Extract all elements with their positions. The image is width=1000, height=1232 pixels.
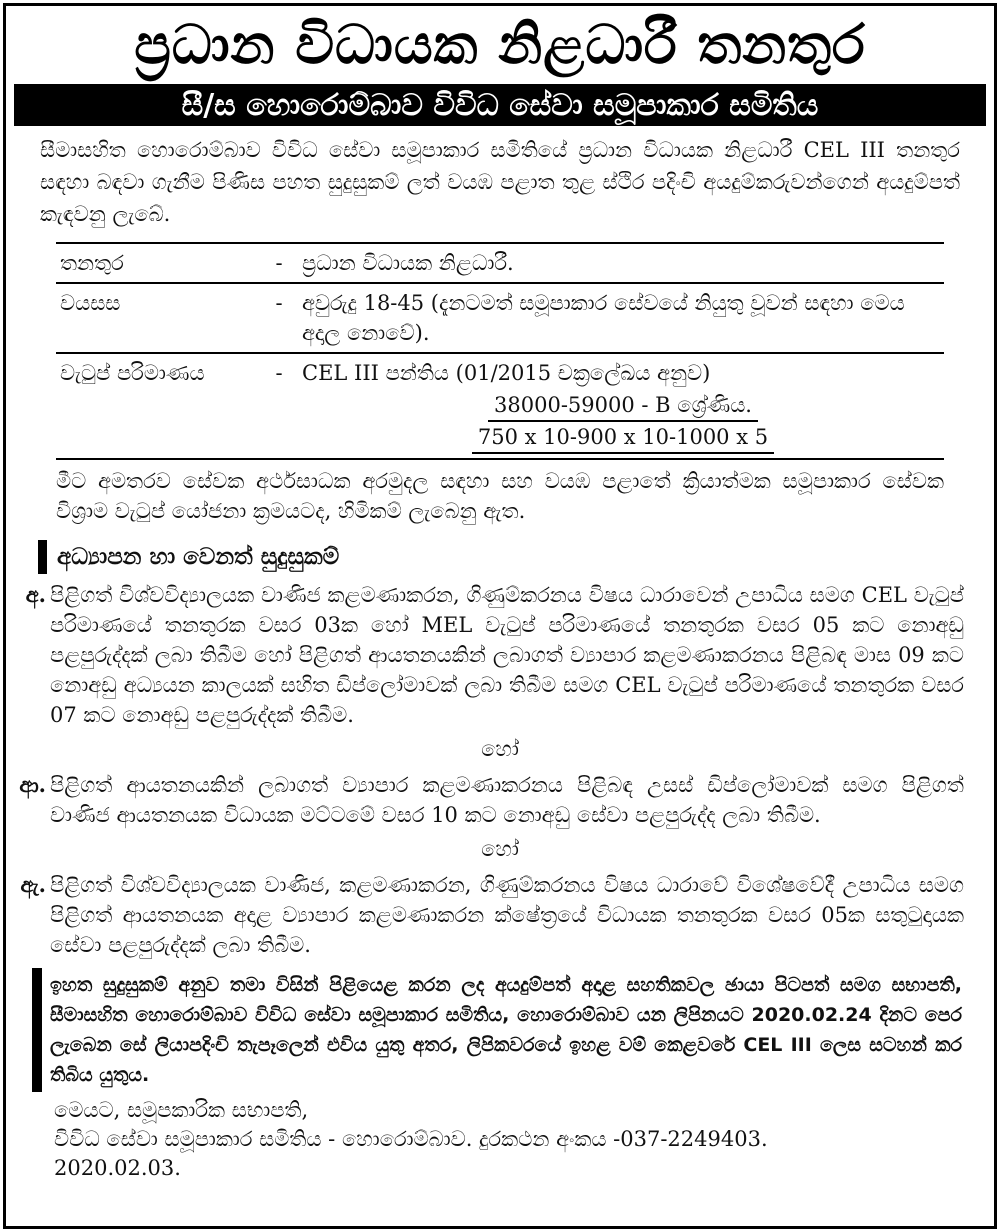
or-separator: හෝ (481, 737, 519, 761)
qualification-item (12, 770, 964, 830)
signature-date: 2020.02.03. (54, 1156, 181, 1180)
qualification-text: පිළිගත් විශ්වවිද්‍යාලයක වාණිජ කළමණාකරන, ගිණුම්කරනය විෂය ධාරාවෙන් උපාධිය සමග CEL වැටුප් පරිමාණයේ තනතුරක වසර 03ක හෝ MEL වැටුප් පරිමාණයේ තනතුරක වසර 05 කට නොඅඩු පළපුරුද්දක් ලබා තිබීම හෝ පිළිගත් ආයතනයකින් ලබාගත් ව්‍යාපාර කළමණාකරනය පිළිබඳ මාස 09 කට නොඅඩු අධ්‍යයන කාලයක් සහිත ඩිප්ලෝමාවක් ලබා තිබීම සමග CEL වැටුප් පරිමාණයේ තනතුරක වසර 07 කට නොඅඩු පළපුරුද්දක් තිබීම. (50, 583, 964, 727)
heading-bar (38, 540, 47, 574)
qualification-item (12, 580, 964, 730)
or-separator: හෝ (481, 837, 519, 861)
spec-label-salary: වැටුප් පරිමාණය (60, 361, 205, 385)
spec-value-post: ප්‍රධාන විධායක නිළධාරී. (302, 251, 514, 275)
qualification-marker: ආ. (19, 772, 46, 797)
spec-dash: - (275, 291, 283, 315)
spec-value-age: අවුරුදු 18-45 (දැනටමත් සමූපාකාර සේවයේ නියුතු වූවන් සඳහා මෙය අදාල නොවේ). (302, 291, 905, 345)
application-instructions: ඉහත සුදුසුකම් අනුව තමා විසින් පිළියෙළ කරන ලද අයදුම්පත් අදාළ සහතිකවල ඡායා පිටපත් සමග සභාපති, සීමාසහිත හොරොම්බාව විවිධ සේවා සමූපාකාර සමිතිය, හොරොම්බාව යන ලිපිනයට 2020.02.24 දිනට පෙර ලැබෙන සේ ලියාපදිංචි තැපෑලෙන් එවිය යුතු අතර, ලිපිකවරයේ ඉහළ වම් කෙළවරේ CEL III ලෙස සටහන් කර තිබිය යුතුය. (32, 968, 968, 1092)
spec-label-post: තනතුර (60, 251, 124, 275)
spec-dash: - (275, 361, 283, 385)
qualifications-heading-text: අධ්‍යාපන හා වෙනත් සුදුසුකම් (57, 544, 340, 570)
spec-value-salary (302, 358, 944, 454)
qualification-marker: ඇ. (20, 872, 46, 897)
qualification-item (12, 870, 964, 960)
advertisement-frame (3, 3, 997, 1229)
position-spec-table (56, 242, 944, 460)
qualification-marker: අ. (25, 582, 46, 607)
benefits-note: මීට අමතරව සේවක අර්ථසාධක අරමුදල සඳහා සහ වයඹ පළාතේ ක්‍රියාත්මක සමූපාකාර සේවක විශ්‍රාම වැටුප් යෝජනා ක්‍රමයටද, හිමිකම් ලැබෙනු ඇත. (56, 469, 944, 523)
qualification-text: පිළිගත් ආයතනයකින් ලබාගත් ව්‍යාපාර කළමණාකරනය පිළිබඳ උසස් ඩිප්ලෝමාවක් සමග පිළිගත් වාණිජ ආයතනයක විධායක මට්ටමේ වසර 10 කට නොඅඩු සේවා පළපුරුද්ද ලබා තිබීම. (50, 773, 964, 827)
advert-subtitle-banner: සී/ස හොරොම්බාව විවිධ සේවා සමූපාකාර සමිතිය (14, 84, 986, 126)
advert-title: ප්‍රධාන විධායක නිළධාරී තනතුර (134, 13, 866, 76)
spec-label-age: වයසස (60, 291, 121, 315)
salary-scale-text: CEL III පන්තිය (01/2015 චක්‍රලේඛය අනුව) (302, 361, 711, 385)
salary-range-block (302, 390, 944, 454)
spec-row-post (56, 244, 944, 284)
qualification-text: පිළිගත් විශ්වවිද්‍යාලයක වාණිජ, කළමණාකරන, ගිණුම්කරනය විෂය ධාරාවේ විශේෂවේදී උපාධිය සමග පිළිගත් ආයතනයක අදාළ ව්‍යාපාර කළමණාකරන ක්ෂේත්‍රයේ විධායක තනතුරක වසර 05ක සතුටුදායක සේවා පළපුරුද්දක් ලබා තිබීම. (50, 873, 964, 957)
intro-paragraph: සීමාසහිත හොරොම්බාව විවිධ සේවා සමූපාකාර සමිතියේ ප්‍රධාන විධායක නිළධාරී CEL III තනතුර සඳහා බඳවා ගැනීම පිණිස පහත සුදුසුකම් ලත් වයඹ පළාත තුළ ස්ථිර පදිංචි අයදුම්කරුවන්ගෙන් අයදුම්පත් කැඳවනු ලැබේ. (40, 138, 960, 226)
spec-row-age (56, 284, 944, 354)
signature-line-2: විවිධ සේවා සමූපාකාර සමිතිය - හොරොම්බාව. දුරකථන අංකය -037-2249403. (54, 1127, 768, 1151)
spec-row-salary (56, 354, 944, 460)
signature-line-1: මෙයට, සමූපකාරික සභාපති, (54, 1098, 309, 1122)
salary-steps: 750 x 10-900 x 10-1000 x 5 (472, 422, 774, 454)
signature-block (54, 1096, 960, 1183)
spec-dash: - (275, 251, 283, 275)
qualifications-heading (38, 540, 994, 574)
salary-range: 38000-59000 - B ශ්‍රේණිය. (488, 390, 758, 422)
